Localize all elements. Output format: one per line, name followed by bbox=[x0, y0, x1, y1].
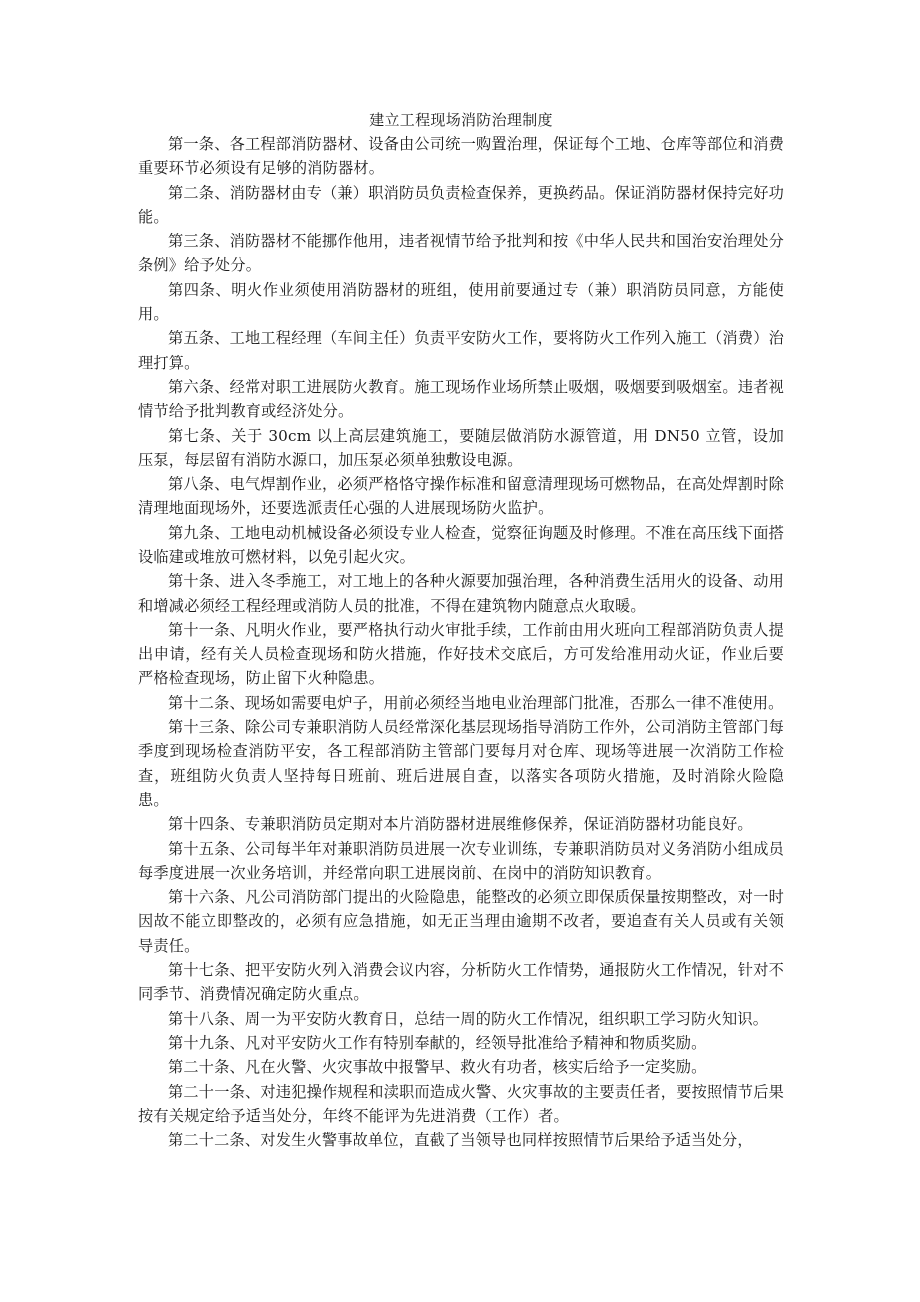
article-3: 第三条、消防器材不能挪作他用，违者视情节给予批判和按《中华人民共和国治安治理处分条例》给予处分。 bbox=[138, 232, 784, 275]
article-15: 第十五条、公司每半年对兼职消防员进展一次专业训练，专兼职消防员对义务消防小组成员每季度进展一次业务培训，并经常向职工进展岗前、在岗中的消防知识教育。 bbox=[138, 839, 784, 882]
article-4: 第四条、明火作业须使用消防器材的班组，使用前要通过专（兼）职消防员同意，方能使用。 bbox=[138, 280, 784, 323]
article-13: 第十三条、除公司专兼职消防人员经常深化基层现场指导消防工作外，公司消防主管部门每季度到现场检查消防平安，各工程部消防主管部门要每月对仓库、现场等进展一次消防工作检查，班组防火负责人坚持每日班前、班后进展自查，以落实各项防火措施，及时消除火险隐患。 bbox=[138, 718, 784, 809]
article-18: 第十八条、周一为平安防火教育日，总结一周的防火工作情况，组织职工学习防火知识。 bbox=[168, 1009, 769, 1028]
article-22: 第二十二条、对发生火警事故单位，直截了当领导也同样按照情节后果给予适当处分， bbox=[168, 1131, 753, 1150]
article-16: 第十六条、凡公司消防部门提出的火险隐患，能整改的必须立即保质保量按期整改，对一时因故不能立即整改的，必须有应急措施，如无正当理由逾期不改者，要追查有关人员或有关领导责任。 bbox=[138, 888, 784, 955]
article-21: 第二十一条、对违犯操作规程和渎职而造成火警、火灾事故的主要责任者，要按照情节后果按有关规定给予适当处分，年终不能评为先进消费（工作）者。 bbox=[138, 1082, 784, 1125]
article-list bbox=[138, 132, 784, 1152]
article-19: 第十九条、凡对平安防火工作有特别奉献的，经领导批准给予精神和物质奖励。 bbox=[168, 1033, 707, 1052]
article-2: 第二条、消防器材由专（兼）职消防员负责检查保养，更换药品。保证消防器材保持完好功能。 bbox=[138, 183, 784, 226]
article-7: 第七条、关于 30cm 以上高层建筑施工，要随层做消防水源管道，用 DN50 立管，设加压泵，每层留有消防水源口，加压泵必须单独敷设电源。 bbox=[138, 426, 784, 469]
article-12: 第十二条、现场如需要电炉子，用前必须经当地电业治理部门批准，否那么一律不准使用。 bbox=[168, 693, 784, 712]
document-page bbox=[138, 108, 784, 1152]
article-10: 第十条、进入冬季施工，对工地上的各种火源要加强治理，各种消费生活用火的设备、动用和增减必须经工程经理或消防人员的批准，不得在建筑物内随意点火取暖。 bbox=[138, 572, 784, 615]
article-8: 第八条、电气焊割作业，必须严格恪守操作标准和留意清理现场可燃物品，在高处焊割时除清理地面现场外，还要选派责任心强的人进展现场防火监护。 bbox=[138, 475, 784, 518]
article-20: 第二十条、凡在火警、火灾事故中报警早、救火有功者，核实后给予一定奖励。 bbox=[168, 1058, 707, 1077]
article-6: 第六条、经常对职工进展防火教育。施工现场作业场所禁止吸烟，吸烟要到吸烟室。违者视情节给予批判教育或经济处分。 bbox=[138, 377, 784, 421]
article-17: 第十七条、把平安防火列入消费会议内容，分析防火工作情势，通报防火工作情况，针对不同季节、消费情况确定防火重点。 bbox=[138, 960, 784, 1004]
article-1: 第一条、各工程部消防器材、设备由公司统一购置治理，保证每个工地、仓库等部位和消费重要环节必须设有足够的消防器材。 bbox=[138, 135, 784, 178]
article-14: 第十四条、专兼职消防员定期对本片消防器材进展维修保养，保证消防器材功能良好。 bbox=[168, 815, 753, 834]
article-5: 第五条、工地工程经理（车间主任）负责平安防火工作，要将防火工作列入施工（消费）治理打算。 bbox=[138, 329, 784, 372]
article-9: 第九条、工地电动机械设备必须设专业人检查，觉察征询题及时修理。不准在高压线下面搭设临建或堆放可燃材料，以免引起火灾。 bbox=[138, 523, 784, 566]
article-11: 第十一条、凡明火作业，要严格执行动火审批手续，工作前由用火班向工程部消防负责人提出申请，经有关人员检查现场和防火措施，作好技术交底后，方可发给准用动火证，作业后要严格检查现场，防止留下火种隐患。 bbox=[138, 620, 784, 688]
document-title: 建立工程现场消防治理制度 bbox=[369, 111, 553, 129]
